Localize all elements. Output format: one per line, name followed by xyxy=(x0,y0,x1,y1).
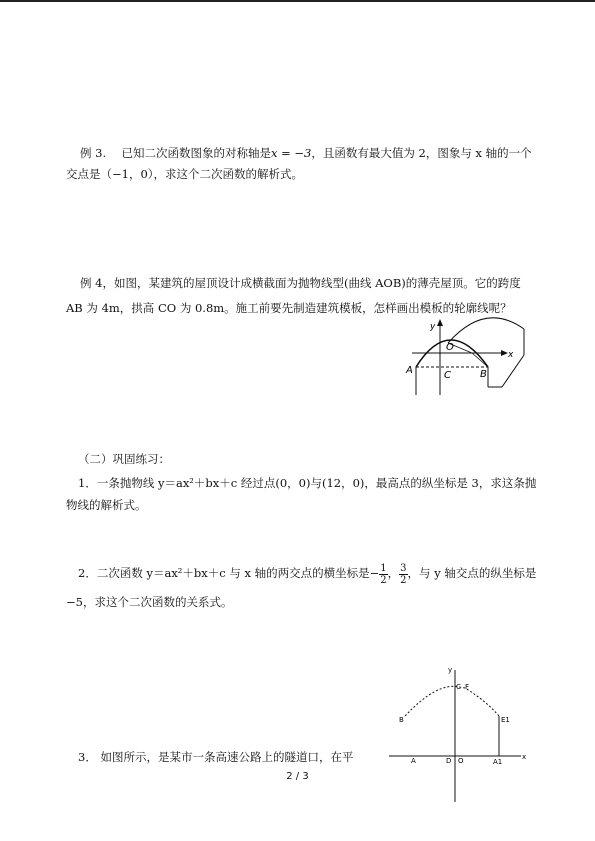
fraction-three-halves xyxy=(399,563,407,586)
q1-line1: 1．一条抛物线 y＝ax²＋bx＋c 经过点(0，0)与(12，0)，最高点的纵坐标是 3，求这条抛 xyxy=(78,476,537,490)
q3-line1: 3． 如图所示，是某市一条高速公路上的隧道口，在平 xyxy=(78,750,354,764)
fig1-inner-line2 xyxy=(472,353,488,367)
fig2-label-a1: A1 xyxy=(493,758,503,766)
fig2-label-y: y xyxy=(448,666,453,674)
top-rule xyxy=(0,0,595,2)
fig2-tunnel-profile xyxy=(405,686,499,716)
fig1-label-o: O xyxy=(446,342,454,353)
example3-label: 例 3. xyxy=(80,146,107,160)
frac1-numerator: 1 xyxy=(380,562,387,574)
fig2-label-d: D xyxy=(446,757,452,765)
axis-equation: x = −3 xyxy=(270,146,312,160)
frac2-denominator: 2 xyxy=(400,574,407,586)
fig2-label-b: B xyxy=(399,716,404,724)
roof-figure xyxy=(400,315,530,400)
fig1-label-a: A xyxy=(406,365,413,376)
tunnel-figure xyxy=(385,660,535,808)
fig2-label-f: F xyxy=(465,683,470,691)
fig2-label-e1: E1 xyxy=(501,716,510,724)
fig1-label-y: y xyxy=(430,322,436,332)
fig1-label-c: C xyxy=(444,370,451,381)
fig1-y-arrow xyxy=(437,319,443,326)
fig1-x-arrow xyxy=(501,350,508,356)
q2-text-pre: 2．二次函数 y＝ax²＋bx＋c 与 x 轴的两交点的横坐标是− xyxy=(78,566,380,580)
practice-heading: （二）巩固练习： xyxy=(78,452,170,466)
example3-text-post: ，且函数有最大值为 2，图象与 x 轴的一个 xyxy=(311,146,532,160)
q2-separator: ， xyxy=(387,566,400,580)
fig1-label-x: x xyxy=(508,350,514,360)
frac1-denominator: 2 xyxy=(380,574,387,586)
fig2-label-o: O xyxy=(458,757,464,765)
example4-line2: AB 为 4m，拱高 CO 为 0.8m。施工前要先制造建筑模板，怎样画出模板的轮廓线呢？ xyxy=(66,301,512,315)
fig1-back-arch xyxy=(448,318,524,343)
fig2-label-a: A xyxy=(411,757,416,765)
q1-line2: 物线的解析式。 xyxy=(66,498,147,512)
example3-line2: 交点是（−1，0），求这个二次函数的解析式。 xyxy=(66,167,304,181)
q2-line1 xyxy=(78,560,538,587)
q2-line2: −5，求这个二次函数的关系式。 xyxy=(66,595,233,609)
q2-text-post: ，与 y 轴交点的纵坐标是 xyxy=(407,566,537,580)
fig2-label-c: C xyxy=(456,683,461,691)
example3-text-pre: 已知二次函数图象的对称轴是 xyxy=(121,146,271,160)
page-number: 2 / 3 xyxy=(286,771,309,782)
fig2-label-x: x xyxy=(522,753,527,761)
fig1-label-b: B xyxy=(480,369,487,380)
example4-line1: 例 4，如图，某建筑的屋顶设计成横截面为抛物线型(曲线 AOB)的薄壳屋顶。它的跨度 xyxy=(80,276,521,290)
frac2-numerator: 3 xyxy=(400,562,407,574)
fraction-one-half xyxy=(379,563,387,586)
